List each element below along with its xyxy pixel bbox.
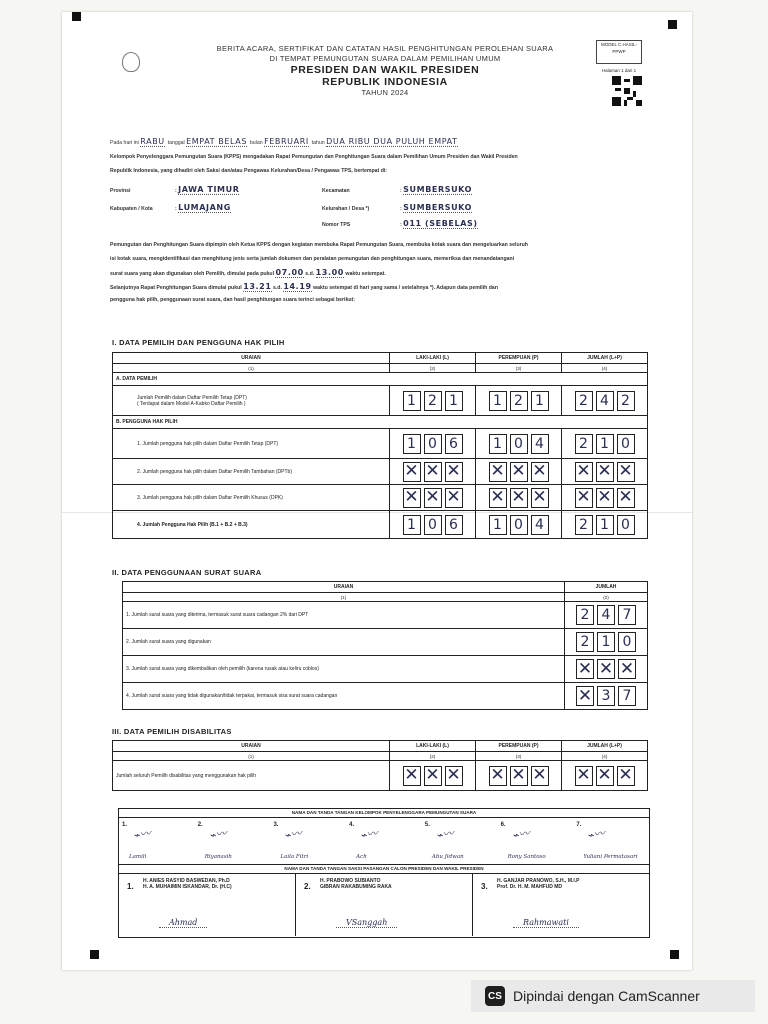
kpps-number: 3. xyxy=(273,822,279,828)
section1-table: URAIAN LAKI-LAKI (L) PEREMPUAN (P) JUMLAH (L+P) (1) (2) (3) (4) A. DATA PEMILIH Jumlah Pemilih dalam Daftar Pemilih Tetap (DPT) ( Terdapat dalam Model A-Kabko Daftar Pemilih ) 1 2 1 1 2 1 2 4 2 B. PENGGUNA HAK PILIH 1. Jumlah pengguna hak pilih dalam Daftar Pemilih Tetap (DPT) 1 0 6 1 0 4 2 1 0 2. Jumlah pengguna hak pilih dalam Daftar Pemilih Tambahan (DPTb) ✕ ✕ ✕ ✕ ✕ ✕ ✕ ✕ ✕ 3. Jumlah pengguna hak pilih dalam Daftar Pemilih Khusus (DPK) ✕ ✕ ✕ ✕ ✕ ✕ ✕ ✕ ✕ 4. Jumlah Pengguna Hak Pilih (B.1 + B.2 + B.3) 1 0 6 1 0 4 2 1 0 xyxy=(112,352,648,539)
digit-box: ✕ xyxy=(532,461,547,481)
s2-r3: 3. Jumlah surat suara yang dikembalikan oleh pemilih (karena rusak atau keliru coblos) xyxy=(123,656,565,683)
digit-box: 1 xyxy=(531,391,549,411)
month-value: FEBRUARI xyxy=(264,137,309,146)
saksi-number: 2. xyxy=(304,882,311,891)
header-line4: REPUBLIK INDONESIA xyxy=(322,76,448,88)
s3-col-j: JUMLAH (L+P) xyxy=(562,741,648,752)
digit-box: 2 xyxy=(576,605,594,625)
signature-scribble-icon: ⌁〰 xyxy=(435,826,455,843)
s1-col-p: PEREMPUAN (P) xyxy=(476,353,562,364)
s2-r4: 4. Jumlah surat suara yang tidak digunakan/tidak terpakai, termasuk sisa surat suara cadangan xyxy=(123,683,565,710)
s1-b3-l xyxy=(393,488,472,508)
signature-scribble-icon: ⌁〰 xyxy=(359,826,379,843)
saksi-signature-scribble: VSanggah xyxy=(336,918,397,928)
s3-col-l: LAKI-LAKI (L) xyxy=(390,741,476,752)
digit-box: ✕ xyxy=(446,487,461,507)
header-line3: PRESIDEN DAN WAKIL PRESIDEN xyxy=(290,64,480,76)
section1-title: I. DATA PEMILIH DAN PENGGUNA HAK PILIH xyxy=(112,338,285,347)
digit-box: ✕ xyxy=(618,765,633,785)
digit-box: 2 xyxy=(424,391,442,411)
tps-label: Nomor TPS xyxy=(322,222,351,228)
kab-value: : LUMAJANG xyxy=(175,203,231,212)
digit-box: ✕ xyxy=(576,487,591,507)
digit-box: ✕ xyxy=(597,487,612,507)
s1-b2-p xyxy=(479,462,558,482)
s1-b2: 2. Jumlah pengguna hak pilih dalam Daftar Pemilih Tambahan (DPTb) xyxy=(113,459,390,485)
s1-b2-l xyxy=(393,462,472,482)
saksi-signature-scribble: Rahmawati xyxy=(513,918,579,928)
kpps-number: 5. xyxy=(424,822,430,828)
kpps-number: 2. xyxy=(197,822,203,828)
s1-col-j: JUMLAH (L+P) xyxy=(562,353,648,364)
candidate-vice-president: Prof. Dr. H. M. MAHFUD MD xyxy=(497,884,562,890)
kpps-number: 4. xyxy=(349,822,355,828)
page-label: Halaman 1 dari 1 xyxy=(601,68,637,73)
s2-col-uraian: URAIAN xyxy=(123,582,565,593)
digit-box: 7 xyxy=(618,686,636,706)
s1-a1-j xyxy=(565,391,644,411)
saksi-signature-scribble: Ahmad xyxy=(159,918,207,928)
digit-box: ✕ xyxy=(446,461,461,481)
kpps-signature xyxy=(270,818,346,864)
candidate-vice-president: H. A. MUHAIMIN ISKANDAR, Dr. (H.C) xyxy=(143,884,232,890)
kpps-signature xyxy=(195,818,271,864)
kpps-number: 1. xyxy=(122,822,128,828)
opening-line: Pada hari ini RABU tanggal EMPAT BELAS bulan FEBRUARI tahun DUA RIBU DUA PULUH EMPAT xyxy=(110,137,458,146)
digit-box: ✕ xyxy=(404,765,419,785)
body-p4: Selanjutnya Rapat Penghitungan Suara dimulai pukul 13.21 s.d. 14.19 waktu setempat di hari yang sama / setelahnya *). Adapun data pemilih dan xyxy=(110,282,498,291)
saksi-signature xyxy=(296,874,473,936)
digit-box: ✕ xyxy=(577,685,593,706)
kec-label: Kecamatan xyxy=(322,188,350,194)
digit-box: ✕ xyxy=(511,765,526,785)
digit-box: 2 xyxy=(575,515,593,535)
section2-title: II. DATA PENGGUNAAN SURAT SUARA xyxy=(112,568,262,577)
signature-scribble-icon: ⌁〰 xyxy=(283,826,303,843)
digit-box: 0 xyxy=(510,515,528,535)
digit-box: ✕ xyxy=(490,461,505,481)
section3-table: URAIAN LAKI-LAKI (L) PEREMPUAN (P) JUMLAH (L+P) (1) (2) (3) (4) Jumlah seluruh Pemilih disabilitas yang menggunakan hak pilih ✕ ✕ ✕ ✕ ✕ ✕ ✕ ✕ ✕ xyxy=(112,740,648,791)
s1-b4-p xyxy=(479,515,558,535)
signature-scribble-icon: ⌁〰 xyxy=(510,826,531,843)
digit-box: 1 xyxy=(489,391,507,411)
digit-box: ✕ xyxy=(425,765,440,785)
digit-box: ✕ xyxy=(511,487,526,507)
year-value: DUA RIBU DUA PULUH EMPAT xyxy=(326,137,458,146)
digit-box: 2 xyxy=(576,632,594,652)
signature-scribble-icon: ⌁〰 xyxy=(207,826,228,843)
header-line2: DI TEMPAT PEMUNGUTAN SUARA DALAM PEMILIHAN UMUM xyxy=(269,54,501,63)
digit-box: ✕ xyxy=(511,461,526,481)
digit-box: 2 xyxy=(617,391,635,411)
kpu-logo xyxy=(122,52,140,72)
s1-col-uraian: URAIAN xyxy=(113,353,390,364)
signature-scribble-icon: ⌁〰 xyxy=(132,826,152,843)
s1-b4: 4. Jumlah Pengguna Hak Pilih (B.1 + B.2 + B.3) xyxy=(113,511,390,539)
digit-box: 1 xyxy=(445,391,463,411)
kpps-signature-row xyxy=(119,818,649,865)
body-p5: pengguna hak pilih, penggunaan surat suara, dan hasil penghitungan suara terinci sebagai berikut: xyxy=(110,297,356,303)
s2-r3-v xyxy=(568,659,644,679)
kel-value: : SUMBERSUKO xyxy=(400,203,473,212)
kpps-name: Rony Santoso xyxy=(507,854,546,860)
candidate-president: H. ANIES RASYID BASWEDAN, Ph.D xyxy=(143,878,230,884)
s3-r1-j xyxy=(565,766,644,786)
s2-r2: 2. Jumlah surat suara yang digunakan xyxy=(123,629,565,656)
kpps-name: Lamili xyxy=(129,854,147,860)
digit-box: ✕ xyxy=(404,487,419,507)
kpps-number: 6. xyxy=(500,822,506,828)
digit-box: ✕ xyxy=(577,658,593,679)
s2-r1-v xyxy=(568,605,644,625)
digit-box: ✕ xyxy=(490,487,505,507)
saksi-number: 3. xyxy=(481,882,488,891)
digit-box: 0 xyxy=(617,515,635,535)
s1-b4-j xyxy=(565,515,644,535)
qr-code-icon xyxy=(612,76,642,106)
s3-col-p: PEREMPUAN (P) xyxy=(476,741,562,752)
s1-b1-j xyxy=(565,434,644,454)
digit-box: 0 xyxy=(424,515,442,535)
date-value: EMPAT BELAS xyxy=(186,137,248,146)
digit-box: 4 xyxy=(531,434,549,454)
kpps-title: NAMA DAN TANDA TANGAN KELOMPOK PENYELENGGARA PEMUNGUTAN SUARA xyxy=(119,809,649,818)
s1-a1-p xyxy=(479,391,558,411)
digit-box: 2 xyxy=(510,391,528,411)
s1-b-label: B. PENGGUNA HAK PILIH xyxy=(113,416,648,429)
kpps-name: Yuliani Permatasari xyxy=(583,854,638,860)
section2-table: URAIAN JUMLAH (1) (2) 1. Jumlah surat suara yang diterima, termasuk surat suara cadangan 2% dari DPT 2 4 7 2. Jumlah surat suara yang digunakan 2 1 0 3. Jumlah surat suara yang dikembalikan oleh pemilih (karena rusak atau keliru coblos) ✕ ✕ ✕ 4. Jumlah surat suara yang tidak digunakan/tidak terpakai, termasuk sisa surat suara cadangan ✕ 3 7 xyxy=(122,581,648,710)
digit-box: 1 xyxy=(403,434,421,454)
registration-mark xyxy=(668,20,677,29)
digit-box: ✕ xyxy=(618,461,633,481)
s1-col-l: LAKI-LAKI (L) xyxy=(390,353,476,364)
saksi-signature xyxy=(119,874,296,936)
digit-box: ✕ xyxy=(425,487,440,507)
digit-box: ✕ xyxy=(404,461,419,481)
header-line1: BERITA ACARA, SERTIFIKAT DAN CATATAN HASIL PENGHITUNGAN PEROLEHAN SUARA xyxy=(216,44,554,53)
kpps-signature xyxy=(119,818,195,864)
kpps-number: 7. xyxy=(576,822,582,828)
digit-box: 1 xyxy=(597,632,615,652)
digit-box: 6 xyxy=(445,515,463,535)
kpps-name: Riyanasih xyxy=(204,854,232,860)
opening-para1: Kelompok Penyelenggara Pemungutan Suara (KPPS) mengadakan Rapat Pemungutan dan Penghitungan Suara dalam Pemilihan Umum Presiden dan Wakil Presiden xyxy=(110,154,518,160)
s2-r4-v xyxy=(568,686,644,706)
s3-r1-l xyxy=(393,766,472,786)
digit-box: 4 xyxy=(531,515,549,535)
s2-col-j: JUMLAH xyxy=(565,582,648,593)
digit-box: 1 xyxy=(596,434,614,454)
body-p1: Pemungutan dan Penghitungan Suara dipimpin oleh Ketua KPPS dengan kegiatan membuka Rapat Pemungutan Suara, membuka kotak suara dan mengeluarkan seluruh xyxy=(110,242,528,248)
digit-box: ✕ xyxy=(490,765,505,785)
saksi-signature-row xyxy=(119,874,649,936)
digit-box: 4 xyxy=(596,391,614,411)
body-p3: surat suara yang akan digunakan oleh Pemilih, dimulai pada pukul 07.00 s.d. 13.00 waktu setempat. xyxy=(110,268,386,277)
digit-box: ✕ xyxy=(598,658,614,679)
saksi-number: 1. xyxy=(127,882,134,891)
kpps-signature xyxy=(573,818,649,864)
s1-b1-p xyxy=(479,434,558,454)
model-box: MODEL C.HASIL-PPWP xyxy=(596,40,642,64)
digit-box: ✕ xyxy=(446,765,461,785)
s3-r1: Jumlah seluruh Pemilih disabilitas yang menggunakan hak pilih xyxy=(113,761,390,791)
kpps-signature xyxy=(422,818,498,864)
tps-value: : 011 (SEBELAS) xyxy=(400,219,478,228)
s3-r1-p xyxy=(479,766,558,786)
signature-block xyxy=(118,808,650,938)
kab-label: Kabupaten / Kota xyxy=(110,206,153,212)
kpps-name: Ach xyxy=(356,854,367,860)
s2-r1: 1. Jumlah surat suara yang diterima, termasuk surat suara cadangan 2% dari DPT xyxy=(123,602,565,629)
digit-box: 1 xyxy=(489,515,507,535)
digit-box: 6 xyxy=(445,434,463,454)
registration-mark xyxy=(72,12,81,21)
s1-a-label: A. DATA PEMILIH xyxy=(113,373,648,386)
digit-box: 4 xyxy=(597,605,615,625)
digit-box: ✕ xyxy=(576,765,591,785)
digit-box: ✕ xyxy=(576,461,591,481)
saksi-title: NAMA DAN TANDA TANGAN SAKSI PASANGAN CALON PRESIDEN DAN WAKIL PRESIDEN xyxy=(119,865,649,874)
s1-b1: 1. Jumlah pengguna hak pilih dalam Daftar Pemilih Tetap (DPT) xyxy=(113,429,390,459)
digit-box: 2 xyxy=(575,391,593,411)
s1-b4-l xyxy=(393,515,472,535)
digit-box: 1 xyxy=(596,515,614,535)
digit-box: 0 xyxy=(510,434,528,454)
s2-r2-v xyxy=(568,632,644,652)
digit-box: ✕ xyxy=(597,461,612,481)
digit-box: 0 xyxy=(617,434,635,454)
s1-b1-l xyxy=(393,434,472,454)
opening-para2: Republik Indonesia, yang dihadiri oleh Saksi dan/atau Pengawas Kelurahan/Desa / Pengawas TPS, bertempat di: xyxy=(110,168,388,174)
saksi-signature xyxy=(473,874,649,936)
digit-box: ✕ xyxy=(619,658,635,679)
candidate-president: H. PRABOWO SUBIANTO xyxy=(320,878,381,884)
s1-b3: 3. Jumlah pengguna hak pilih dalam Daftar Pemilih Khusus (DPK) xyxy=(113,485,390,511)
digit-box: 1 xyxy=(403,515,421,535)
day-value: RABU xyxy=(140,137,165,146)
body-p2: isi kotak suara, mengidentifikasi dan menghitung jenis serta jumlah dokumen dan peralatan pemungutan dan penghitungan suara, memeriksa dan menandatangani xyxy=(110,256,515,262)
digit-box: 1 xyxy=(489,434,507,454)
s1-a1: Jumlah Pemilih dalam Daftar Pemilih Tetap (DPT) ( Terdapat dalam Model A-Kabko Daftar Pemilih ) xyxy=(113,386,390,416)
digit-box: ✕ xyxy=(532,487,547,507)
header-year: TAHUN 2024 xyxy=(361,88,409,97)
s1-a1-l xyxy=(393,391,472,411)
s1-b2-j xyxy=(565,462,644,482)
candidate-vice-president: GIBRAN RAKABUMING RAKA xyxy=(320,884,392,890)
digit-box: 7 xyxy=(618,605,636,625)
camscanner-banner xyxy=(471,980,755,1012)
camscanner-logo-icon: CS xyxy=(485,986,505,1006)
kpps-name: Laila Fitri xyxy=(280,854,309,860)
candidate-president: H. GANJAR PRANOWO, S.H., M.I.P xyxy=(497,878,580,884)
digit-box: 0 xyxy=(424,434,442,454)
s1-b3-j xyxy=(565,488,644,508)
camscanner-text: Dipindai dengan CamScanner xyxy=(513,988,700,1004)
prov-value: : JAWA TIMUR xyxy=(175,185,240,194)
registration-mark xyxy=(90,950,99,959)
section3-title: III. DATA PEMILIH DISABILITAS xyxy=(112,727,232,736)
digit-box: 0 xyxy=(618,632,636,652)
digit-box: 1 xyxy=(403,391,421,411)
digit-box: 3 xyxy=(597,686,615,706)
kpps-signature xyxy=(498,818,574,864)
kel-label: Kelurahan / Desa *) xyxy=(322,206,370,212)
registration-mark xyxy=(670,950,679,959)
digit-box: ✕ xyxy=(618,487,633,507)
signature-scribble-icon: ⌁〰 xyxy=(586,826,606,843)
digit-box: ✕ xyxy=(597,765,612,785)
kec-value: : SUMBERSUKO xyxy=(400,185,473,194)
kpps-signature xyxy=(346,818,422,864)
digit-box: ✕ xyxy=(425,461,440,481)
s3-col-uraian: URAIAN xyxy=(113,741,390,752)
prov-label: Provinsi xyxy=(110,188,131,194)
s1-b3-p xyxy=(479,488,558,508)
document-header xyxy=(150,44,620,98)
digit-box: 2 xyxy=(575,434,593,454)
kpps-name: Abu Jidwan xyxy=(431,854,464,860)
digit-box: ✕ xyxy=(532,765,547,785)
